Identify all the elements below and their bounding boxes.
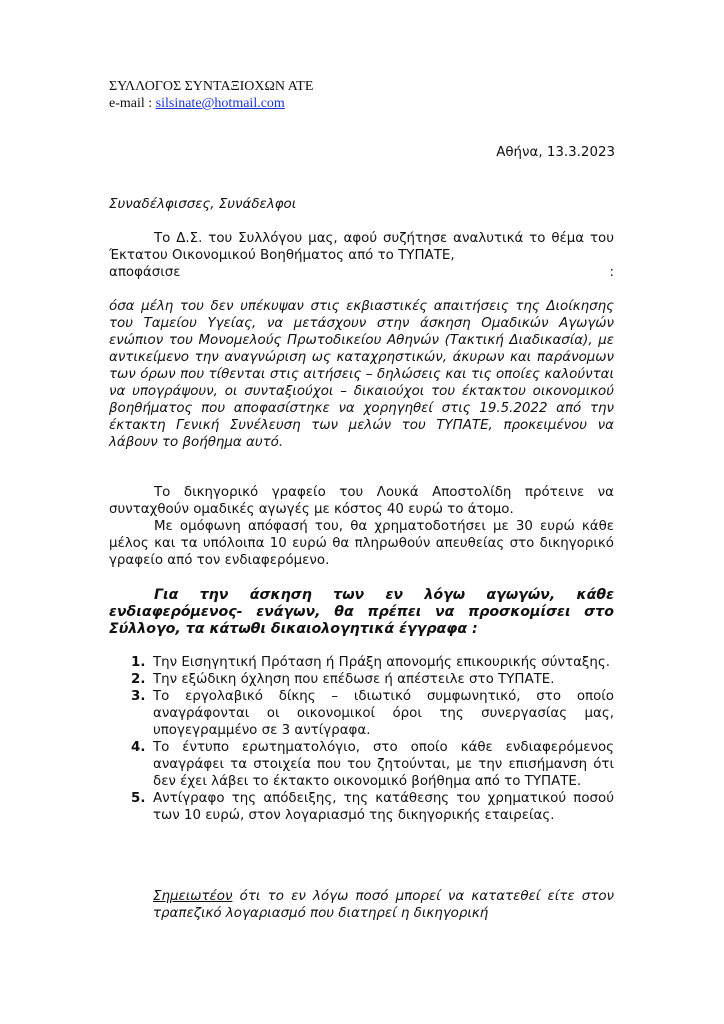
- funding-paragraph: Με ομόφωνη απόφασή του, θα χρηματοδοτήσει με 30 ευρώ κάθε μέλος και τα υπόλοιπα 10 ευρώ θα πληρωθούν απευθείας στο δικηγορικό γραφείο από τον ενδιαφερόμενο.: [109, 519, 614, 568]
- documents-list: [109, 654, 614, 824]
- decision-line: [109, 264, 614, 281]
- required-documents-intro: Για την άσκηση των εν λόγω αγωγών, κάθε ενδιαφερόμενος- ενάγων, θα πρέπει να προσκομίσει στο Σύλλογο, τα κάτωθι δικαιολογητικά έγγραφα :: [109, 587, 614, 637]
- list-item-text: Αντίγραφο της απόδειξης, της κατάθεσης του χρηματικού ποσού των 10 ευρώ, στον λογαριασμό της δικηγορικής εταιρείας.: [153, 791, 614, 823]
- association-name: ΣΥΛΛΟΓΟΣ ΣΥΝΤΑΞΙΟΧΩΝ ΑΤΕ: [109, 79, 314, 94]
- list-item-number: 3.: [131, 689, 146, 704]
- decision-paragraph: όσα μέλη του δεν υπέκυψαν στις εκβιαστικές απαιτήσεις της Διοίκησης του Ταμείου Υγείας, να μετάσχουν στην άσκηση Ομαδικών Αγωγών ενώπιον του Μονομελούς Πρωτοδικείου Αθηνών (Τακτική Διαδικασία), με αντικείμενο την αναγνώριση ως καταχρηστικών, άκυρων και παράνομων των όρων που τίθενται στις αιτήσεις – δηλώσεις και τις οποίες καλούνται να υπογράψουν, οι συνταξιούχοι – δικαιούχοι του έκτακτου οικονομικού βοηθήματος που αποφασίστηκε να χορηγηθεί στις 19.5.2022 από την έκτακτη Γενική Συνέλευση των μελών του ΤΥΠΑΤΕ, προκειμένου να λάβουν το βοήθημα αυτό.: [109, 299, 614, 450]
- note-label: Σημειωτέον: [153, 889, 233, 904]
- list-item: [109, 671, 614, 688]
- decided-word: αποφάσισε: [109, 265, 181, 280]
- list-item-text: Την Εισηγητική Πρόταση ή Πράξη απονομής επικουρικής σύνταξης.: [153, 655, 610, 670]
- list-item: [109, 790, 614, 824]
- email-line: [109, 95, 313, 112]
- email-link[interactable]: silsinate@hotmail.com: [155, 96, 285, 111]
- list-item-number: 1.: [131, 655, 146, 670]
- list-item-text: Το έντυπο ερωτηματολόγιο, στο οποίο κάθε ενδιαφερόμενος αναγράφει τα στοιχεία που του ζητούνται, με την επισήμανση ότι δεν έχει λάβει το έκτακτο οικονομικό βοήθημα από το ΤΥΠΑΤΕ.: [153, 740, 614, 789]
- list-item-number: 5.: [131, 791, 146, 806]
- greeting: Συναδέλφισσες, Συνάδελφοι: [109, 197, 297, 212]
- email-label: e-mail :: [109, 96, 156, 111]
- list-item: [109, 654, 614, 671]
- list-item-text: Το εργολαβικό δίκης – ιδιωτικό συμφωνητικό, στο οποίο αναγράφονται οι οικονομικοί όροι της συνεργασίας μας, υπογεγραμμένο σε 3 αντίγραφα.: [153, 689, 614, 738]
- law-office-paragraph: Το δικηγορικό γραφείο του Λουκά Αποστολίδη πρότεινε να συνταχθούν ομαδικές αγωγές με κόστος 40 ευρώ το άτομο.: [109, 485, 614, 517]
- note-paragraph: [153, 888, 614, 922]
- decision-colon: :: [609, 265, 614, 280]
- date-line: Αθήνα, 13.3.2023: [496, 145, 615, 160]
- list-item-number: 4.: [131, 740, 146, 755]
- board-paragraph-text: Το Δ.Σ. του Συλλόγου μας, αφού συζήτησε αναλυτικά το θέμα του Έκτατου Οικονομικού Βοηθήματος από το ΤΥΠΑΤΕ,: [109, 231, 614, 263]
- list-item: [109, 739, 614, 790]
- letterhead: [109, 78, 313, 112]
- list-item-text: Την εξώδικη όχληση που επέδωσε ή απέστειλε στο ΤΥΠΑΤΕ.: [153, 672, 555, 687]
- board-paragraph: [109, 230, 614, 281]
- list-item: [109, 688, 614, 739]
- list-item-number: 2.: [131, 672, 146, 687]
- note-text: ότι το εν λόγω ποσό μπορεί να κατατεθεί είτε στον τραπεζικό λογαριασμό που διατηρεί η δικηγορική: [153, 889, 614, 921]
